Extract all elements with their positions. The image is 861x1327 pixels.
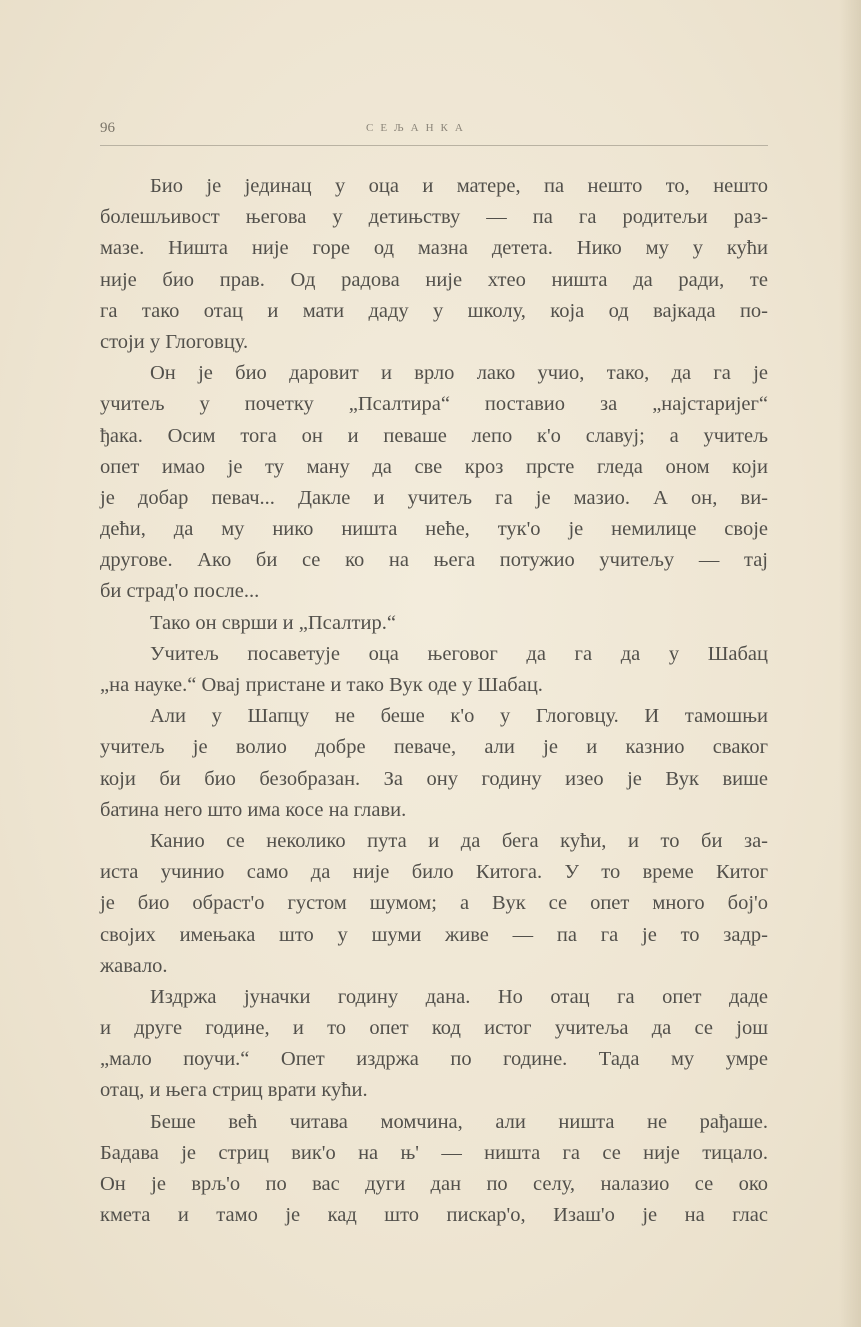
text-line: иста учинио само да није било Китога. У то време Китог (100, 861, 768, 884)
text-line: и друге године, и то опет код истог учитеља да се још (100, 1017, 768, 1040)
text-line: би страд'о после... (100, 580, 260, 603)
text-line: својих имењака што у шуми живе — па га је то задр- (100, 923, 768, 946)
page-header (100, 120, 768, 142)
text-line: Он је врљ'о по вас дуги дан по селу, налазио се око (100, 1173, 768, 1195)
text-line: је добар певач... Дакле и учитељ га је мазио. А он, ви- (100, 486, 768, 509)
header-rule (100, 145, 768, 146)
text-line: није био прав. Од радова није хтео ништа да ради, те (100, 268, 768, 291)
text-line: батина него што има косе на глави. (100, 798, 407, 821)
body-text (100, 171, 768, 1231)
text-line: жавало. (100, 954, 168, 977)
text-line: ђака. Осим тога он и певаше лепо к'о славуј; а учитељ (100, 424, 768, 447)
text-line: болешљивост његова у детињству — па га родитељи раз- (100, 206, 768, 229)
text-line: Тако он сврши и „Псалтир.“ (150, 611, 396, 634)
text-line: стоји у Глоговцу. (100, 330, 249, 353)
text-line: другове. Ако би се ко на њега потужио учитељу — тај (100, 549, 768, 572)
running-title: СЕЉАНКА (366, 122, 470, 134)
text-line: Али у Шапцу не беше к'о у Глоговцу. И тамошњи (150, 705, 768, 728)
text-line: дећи, да му нико ништа неће, тук'о је немилице своје (100, 518, 768, 541)
text-line: Канио се неколико пута и да бега кући, и то би за- (150, 829, 768, 852)
text-line: „на науке.“ Овај пристане и тако Вук оде у Шабац. (100, 674, 543, 696)
text-line: је био обраст'о густом шумом; а Вук се опет много бој'о (100, 892, 768, 915)
text-line: кмета и тамо је кад што пискар'о, Изаш'о је на глас (100, 1204, 768, 1227)
page-edge-shadow (839, 0, 861, 1327)
text-line: га тако отац и мати даду у школу, која од вајкада по- (100, 299, 768, 322)
text-line: Издржа јуначки годину дана. Но отац га опет даде (150, 985, 768, 1008)
text-line: Бадава је стриц вик'о на њ' — ништа га се није тицало. (100, 1141, 768, 1164)
text-line: опет имао је ту ману да све кроз прсте гледа оном који (100, 455, 768, 478)
text-line: „мало поучи.“ Опет издржа по године. Тада му умре (100, 1048, 768, 1071)
text-line: Беше већ читава момчина, али ништа не рађаше. (150, 1110, 768, 1133)
text-line: учитељ у почетку „Псалтира“ поставио за „најстаријег“ (100, 393, 768, 416)
text-line: Био је јединац у оца и матере, па нешто то, нешто (150, 175, 768, 197)
text-line: који би био безобразан. За ону годину изео је Вук више (100, 767, 768, 790)
text-line: отац, и њега стриц врати кући. (100, 1079, 368, 1102)
text-line: Учитељ посаветује оца његовог да га да у Шабац (150, 642, 768, 665)
page-number: 96 (100, 120, 115, 136)
text-line: учитељ је волио добре певаче, али је и казнио сваког (100, 736, 768, 759)
text-line: мазе. Ништа није горе од мазна детета. Нико му у кући (100, 237, 768, 260)
text-line: Он је био даровит и врло лако учио, тако, да га је (150, 362, 768, 385)
